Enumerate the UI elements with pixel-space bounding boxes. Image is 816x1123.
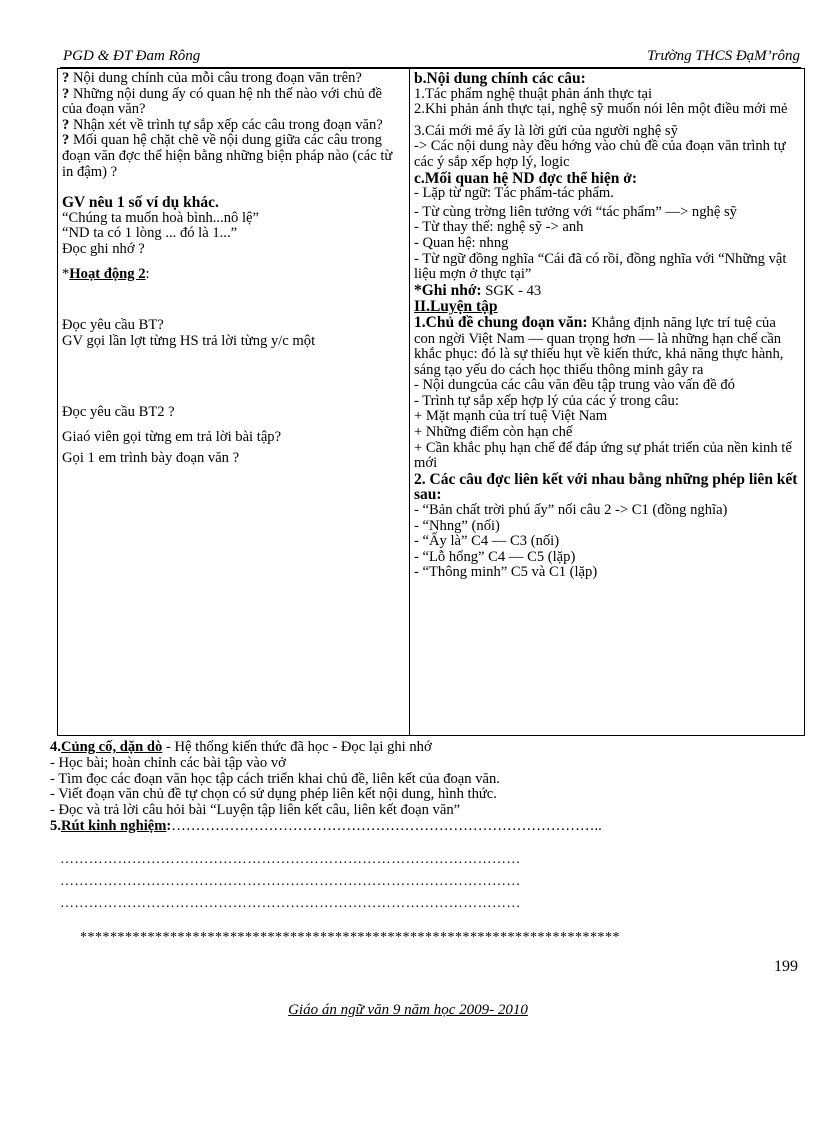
header-right: Trường THCS ĐạM’rông <box>647 48 800 64</box>
practice-2e: - “Thông minh” C5 và C1 (lặp) <box>414 564 598 581</box>
section-b-heading: b.Nội dung chính các câu: <box>414 70 586 87</box>
content-c5: - Từ ngữ đồng nghĩa “Cái đã có rồi, đồng nghĩa với “Những vật liệu mợn ở thực tại” <box>414 250 787 283</box>
page-header <box>60 47 801 68</box>
dotted-line-2: …………………………………………………………………………………… <box>60 874 521 889</box>
separator-stars: ************************************************************************ <box>80 930 620 945</box>
section-c-heading: c.Mối quan hệ ND đợc thể hiện ở: <box>414 169 637 187</box>
section-4-item-d: - Đọc và trả lời câu hỏi bài “Luyện tập liên kết câu, liên kết đoạn văn” <box>50 802 461 819</box>
practice-1: 1.Chủ đề chung đoạn văn: Khẳng định năng lực trí tuệ của con ngời Việt Nam — quan trọng hơn — là những hạn chế cần khắc phục: đó là sự thiếu hụt về kiến thức, khả năng thực hành, sáng tạo yếu do cách học thiếu thông minh gây ra <box>414 313 784 378</box>
exercise-1-prompt: Đọc yêu cầu BT? <box>62 317 164 334</box>
content-b1: 1.Tác phẩm nghệ thuật phản ánh thực tại <box>414 85 653 102</box>
practice-2a: - “Bản chất trời phú ấy” nối câu 2 -> C1 (đồng nghĩa) <box>414 502 728 519</box>
question-4: ? Mối quan hệ chặt chẽ về nội dung giữa các câu trong đoạn văn đợc thể hiện bằng những biện pháp nào (các từ in đậm) ? <box>62 132 393 180</box>
note-line: *Ghi nhớ: SGK - 43 <box>414 281 542 299</box>
header-left: PGD & ĐT Đam Rông <box>63 48 201 64</box>
practice-1c: + Mặt mạnh của trí tuệ Việt Nam <box>414 408 608 425</box>
content-c2: - Từ cùng trờng liên tưởng với “tác phẩm” —> nghệ sỹ <box>414 203 737 220</box>
practice-2-heading: 2. Các câu đợc liên kết với nhau bằng những phép liên kết sau: <box>414 470 798 504</box>
practice-1b: - Trình tự sắp xếp hợp lý của các ý trong câu: <box>414 392 679 409</box>
section-5-heading: 5.Rút kinh nghiệm:…………………………………………………………………………….. <box>50 817 602 834</box>
gv-heading: GV nêu 1 số ví dụ khác. <box>62 194 219 212</box>
practice-2d: - “Lỗ hổng” C4 — C5 (lặp) <box>414 548 576 565</box>
content-b4: -> Các nội dung này đều hớng vào chủ đề của đoạn văn trình tự các ý sắp xếp hợp lý, logic <box>414 138 786 170</box>
present-paragraph: Gọi 1 em trình bày đoạn văn ? <box>62 449 240 466</box>
practice-1e: + Cần khắc phụ hạn chế để đáp ứng sự phát triển của nền kinh tế mới <box>414 439 792 472</box>
question-3: ? Nhận xét về trình tự sắp xếp các câu trong đoạn văn? <box>62 116 383 133</box>
question-2: ? Những nội dung ấy có quan hệ nh thế nào với chủ đề của đoạn văn? <box>62 85 383 118</box>
question-1: ? Nội dung chính của mỗi câu trong đoạn văn trên? <box>62 70 362 86</box>
content-column <box>410 69 805 736</box>
section-ii-heading: II.Luyện tập <box>414 298 498 316</box>
section-4-heading: 4.Củng cố, dặn dò - Hệ thống kiến thức đã học - Đọc lại ghi nhớ <box>50 739 432 755</box>
exercise-1-teacher: GV gọi lần lợt từng HS trả lời từng y/c một <box>62 332 316 349</box>
exercise-2-prompt: Đọc yêu cầu BT2 ? <box>62 404 175 421</box>
activity-2-heading: *Hoạt động 2: <box>62 265 150 282</box>
section-4-item-a: - Học bài; hoàn chỉnh các bài tập vào vở <box>50 754 286 771</box>
example-1: “Chúng ta muốn hoà bình...nô lệ” <box>62 209 259 226</box>
example-2: “ND ta có 1 lòng ... đó là 1...” <box>62 225 238 242</box>
exercise-2-teacher: Giaó viên gọi từng em trả lời bài tập? <box>62 428 282 445</box>
section-4-item-b: - Tìm đọc các đoạn văn học tập cách triển khai chủ đề, liên kết của đoạn văn. <box>50 770 500 787</box>
content-c4: - Quan hệ: nhng <box>414 234 509 251</box>
closing-section <box>50 740 810 835</box>
section-4-item-c: - Viết đoạn văn chủ đề tự chọn có sử dụng phép liên kết nội dung, hình thức. <box>50 786 497 803</box>
page-number: 199 <box>774 958 798 975</box>
read-note: Đọc ghi nhớ ? <box>62 240 145 257</box>
practice-1d: + Những điểm còn hạn chế <box>414 424 573 441</box>
content-b2: 2.Khi phản ánh thực tại, nghệ sỹ muốn nói lên một điều mới mẻ <box>414 101 788 118</box>
dotted-line-1: …………………………………………………………………………………… <box>60 852 521 867</box>
practice-1a: - Nội dungcủa các câu văn đều tập trung vào vấn đề đó <box>414 377 735 394</box>
teacher-activities-column <box>58 69 410 736</box>
lesson-table <box>57 68 805 736</box>
dotted-line-3: …………………………………………………………………………………… <box>60 896 521 911</box>
page-footer: Giáo án ngữ văn 9 năm học 2009- 2010 <box>288 1002 528 1018</box>
content-c3: - Từ thay thế: nghệ sỹ -> anh <box>414 219 584 236</box>
practice-2c: - “Ấy là” C4 — C3 (nối) <box>414 533 560 550</box>
content-b3: 3.Cái mới mẻ ấy là lời gửi của người nghệ sỹ <box>414 122 678 139</box>
content-c1: - Lặp từ ngữ: Tác phẩm-tác phẩm. <box>414 185 614 202</box>
practice-2b: - “Nhng” (nối) <box>414 517 500 534</box>
